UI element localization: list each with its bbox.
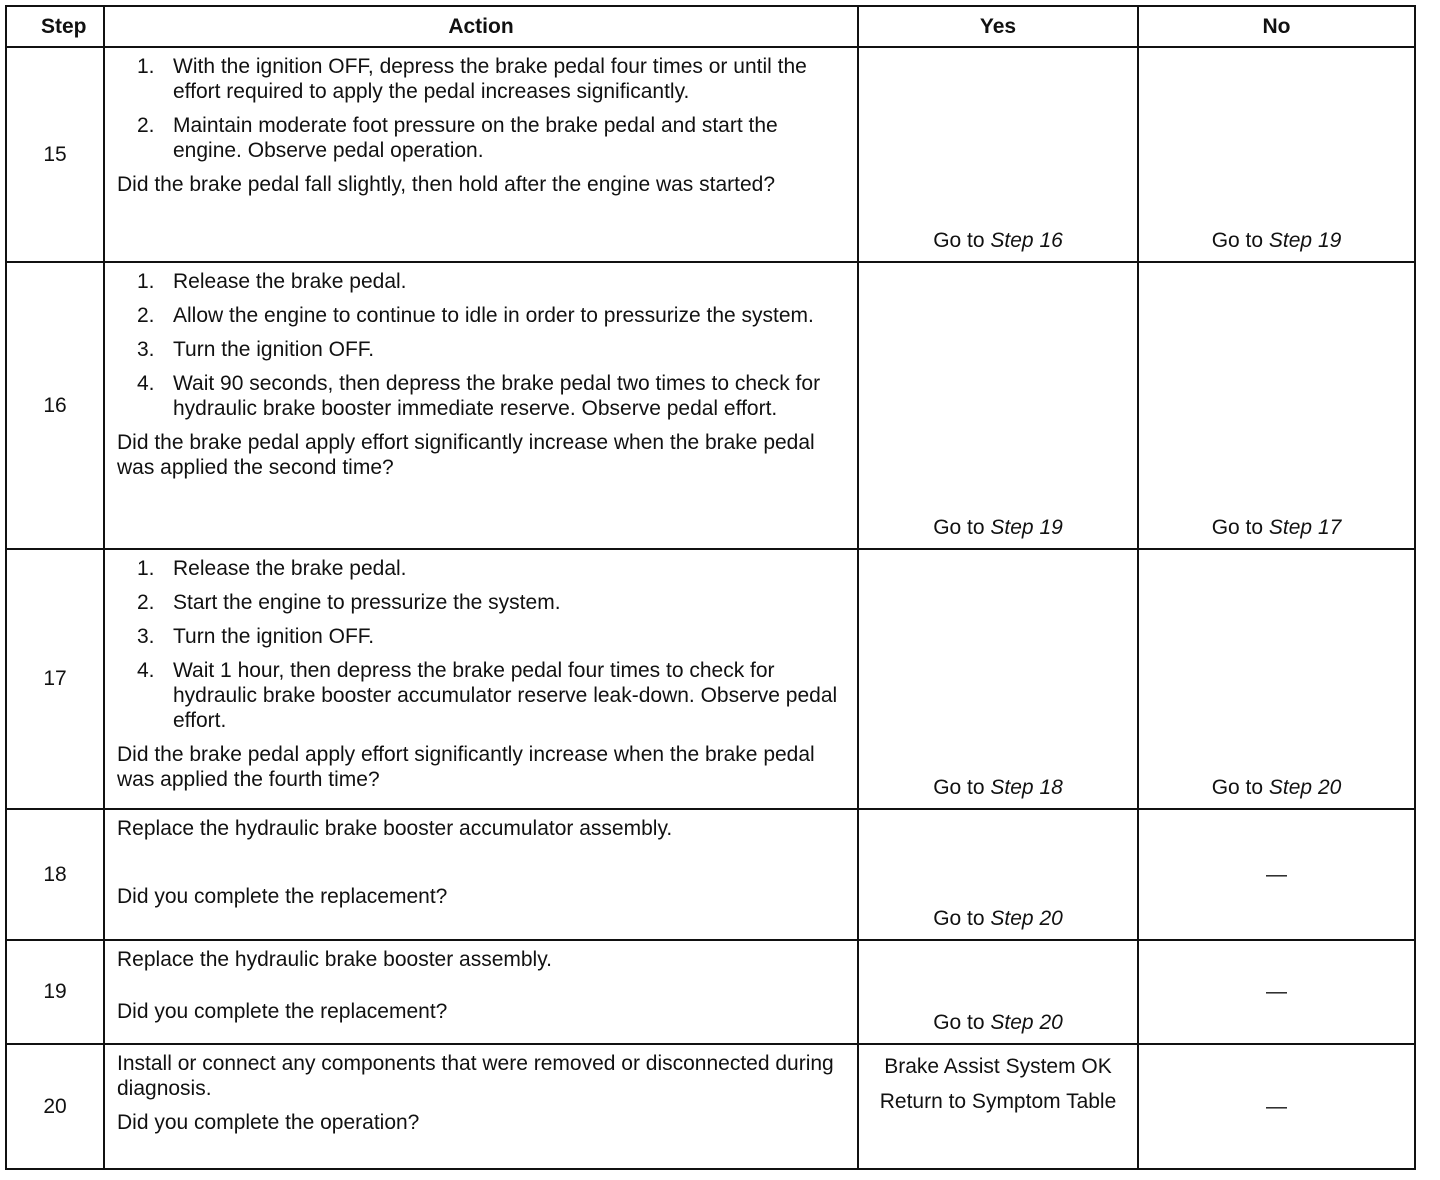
list-item-text: Turn the ignition OFF. [173,625,375,648]
action-cell [104,1044,858,1169]
list-item: 2. Maintain moderate foot pressure on the brake pedal and start the engine. Observe pedal operation. [137,114,778,162]
table-row [6,262,1415,549]
step-link[interactable]: Step 20 [990,907,1063,930]
list-item: 1. With the ignition OFF, depress the brake pedal four times or until the effort required to apply the pedal increases significantly. [137,55,807,103]
header-row [6,6,1415,47]
list-item-text: Release the brake pedal. [173,557,407,580]
goto-prefix: Go to [1211,516,1264,539]
list-item: 1. Release the brake pedal. [137,270,407,293]
step-link[interactable]: Step 17 [1268,516,1342,539]
yes-cell [858,47,1138,262]
list-item: 4. Wait 90 seconds, then depress the brake pedal two times to check for hydraulic brake booster immediate reserve. Observe pedal effort. [137,372,821,420]
goto-prefix: Go to [933,229,985,252]
step-number: 16 [6,262,104,549]
instruction-text: Install or connect any components that were removed or disconnected during diagnosis. [117,1052,834,1100]
step-number: 20 [6,1044,104,1169]
no-cell [1138,262,1415,549]
header-yes: Yes [858,6,1138,47]
goto-prefix: Go to [933,776,985,799]
table-row [6,940,1415,1044]
action-cell [104,549,858,809]
question-text: Did the brake pedal apply effort significantly increase when the brake pedal was applied the fourth time? [117,743,815,791]
list-item-text: Start the engine to pressurize the system. [173,591,561,614]
step-link[interactable]: Step 19 [1268,229,1342,252]
action-list [117,54,851,163]
list-item: 1. Release the brake pedal. [137,557,407,580]
step-link[interactable]: Step 20 [1268,776,1342,799]
question-text: Did the brake pedal apply effort significantly increase when the brake pedal was applied the second time? [117,431,815,479]
list-item-text: Turn the ignition OFF. [173,338,375,361]
step-number: 18 [6,809,104,940]
yes-cell [858,549,1138,809]
header-action: Action [104,6,858,47]
list-item-text: Release the brake pedal. [173,270,407,293]
table-row [6,47,1415,262]
question-text: Did you complete the replacement? [117,885,448,908]
table-row [6,549,1415,809]
diagnostic-table [5,5,1416,1170]
result-text: Brake Assist System OK [884,1055,1112,1078]
question-text: Did you complete the replacement? [117,1000,448,1023]
step-link[interactable]: Step 16 [990,229,1063,252]
no-cell [1138,549,1415,809]
action-cell [104,262,858,549]
step-link[interactable]: Step 20 [990,1011,1063,1034]
goto-prefix: Go to [1211,776,1264,799]
goto-prefix: Go to [933,1011,985,1034]
yes-cell [858,940,1138,1044]
no-cell [1138,47,1415,262]
no-cell: — [1138,809,1415,940]
goto-prefix: Go to [1211,229,1264,252]
action-list [117,556,851,733]
list-item-text: Maintain moderate foot pressure on the brake pedal and start the engine. Observe pedal operation. [173,114,778,162]
step-link[interactable]: Step 18 [990,776,1063,799]
list-item-text: Wait 1 hour, then depress the brake pedal four times to check for hydraulic brake booster accumulator reserve leak-down. Observe pedal effort. [173,659,838,732]
action-cell [104,809,858,940]
result-text: Return to Symptom Table [879,1090,1117,1113]
header-step: Step [6,6,104,47]
table-row [6,1044,1415,1169]
action-cell [104,47,858,262]
list-item: 2. Start the engine to pressurize the system. [137,591,561,614]
list-item-text: With the ignition OFF, depress the brake pedal four times or until the effort required to apply the pedal increases significantly. [173,55,807,103]
goto-prefix: Go to [933,907,985,930]
question-text: Did the brake pedal fall slightly, then hold after the engine was started? [117,173,776,196]
header-no: No [1138,6,1415,47]
list-item: 2. Allow the engine to continue to idle in order to pressurize the system. [137,304,814,327]
table-row [6,809,1415,940]
action-list [117,269,851,421]
yes-cell [858,262,1138,549]
goto-prefix: Go to [933,516,985,539]
list-item-text: Allow the engine to continue to idle in order to pressurize the system. [173,304,814,327]
list-item-text: Wait 90 seconds, then depress the brake pedal two times to check for hydraulic brake booster immediate reserve. Observe pedal effort. [173,372,821,420]
step-link[interactable]: Step 19 [990,516,1063,539]
no-cell: — [1138,1044,1415,1169]
question-text: Did you complete the operation? [117,1111,420,1134]
list-item: 4. Wait 1 hour, then depress the brake pedal four times to check for hydraulic brake booster accumulator reserve leak-down. Observe pedal effort. [137,659,838,732]
action-cell [104,940,858,1044]
instruction-text: Replace the hydraulic brake booster accumulator assembly. [117,817,673,840]
step-number: 19 [6,940,104,1044]
no-cell: — [1138,940,1415,1044]
step-number: 15 [6,47,104,262]
instruction-text: Replace the hydraulic brake booster assembly. [117,948,553,971]
yes-cell [858,809,1138,940]
yes-cell [858,1044,1138,1169]
step-number: 17 [6,549,104,809]
list-item: 3. Turn the ignition OFF. [137,338,375,361]
list-item: 3. Turn the ignition OFF. [137,625,375,648]
